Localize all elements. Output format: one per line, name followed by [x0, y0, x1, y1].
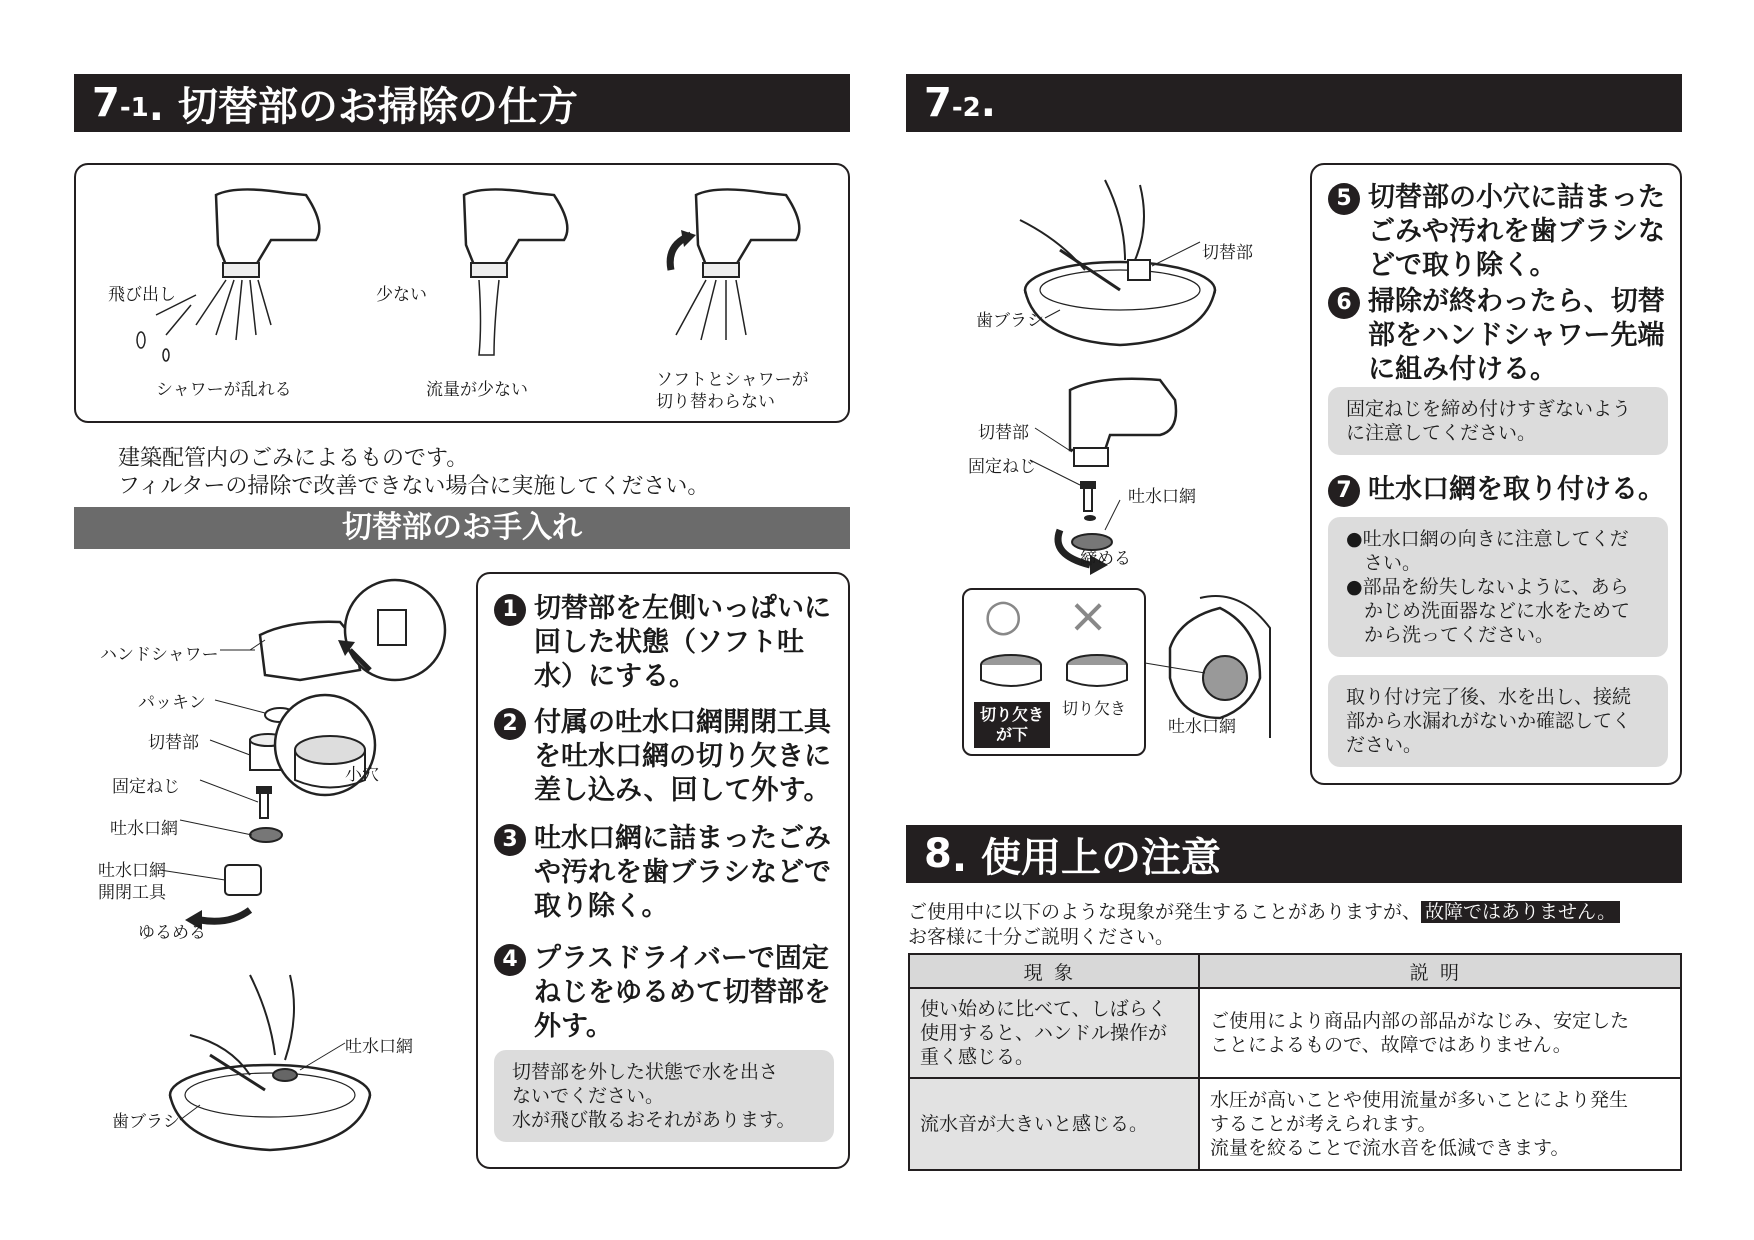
table-row: 使い始めに比べて、しばらく 使用すると、ハンドル操作が 重く感じる。 ご使用により商品内部の部品がなじみ、安定した ことによるもので、故障ではありません。 — [909, 988, 1681, 1078]
net-wrong-icon — [1062, 650, 1132, 700]
section-8-header: 8 . 使用上の注意 — [906, 825, 1682, 883]
step-number-4: 4 — [494, 944, 526, 976]
basin-label-toothbrush: 歯ブラシ — [112, 1112, 180, 1132]
intro-line-2: フィルターの掃除で改善できない場合に実施してください。 — [118, 474, 710, 499]
part-label-switch: 切替部 — [148, 733, 199, 753]
table-header-phenomenon: 現象 — [909, 954, 1199, 988]
part-label-screw: 固定ねじ — [112, 777, 180, 797]
part-label-packing: パッキン — [138, 693, 206, 713]
phenomena-table — [908, 953, 1682, 1171]
symptom-caption-1: シャワーが乱れる — [156, 380, 292, 400]
assembly-label-switch: 切替部 — [978, 423, 1029, 443]
symptom-label-spray: 飛び出し — [108, 285, 176, 305]
assembly-label-tighten: 締める — [1080, 549, 1131, 569]
faucet-no-switch-illustration — [656, 185, 876, 365]
note-orientation: ●吐水口網の向きに注意してくだ さい。 ●部品を紛失しないように、あら かじめ洗面器などに水をためて から洗ってください。 — [1328, 517, 1668, 657]
intro-line-1: 建築配管内のごみによるものです。 — [118, 446, 469, 471]
assembly-illustration — [1010, 370, 1210, 570]
section-7-2-header: 7 -2 . — [906, 74, 1682, 132]
part-label-tool-1: 吐水口網 — [98, 861, 166, 881]
part-label-outlet-net: 吐水口網 — [110, 819, 178, 839]
step-number-5: 5 — [1328, 183, 1360, 215]
note-leak-check: 取り付け完了後、水を出し、接続 部から水漏れがないか確認してく ださい。 — [1328, 675, 1668, 767]
basin-label-switch: 切替部 — [1202, 243, 1253, 263]
step-7: 7 吐水口網を取り付ける。 — [1328, 473, 1673, 507]
table-header-explanation: 説明 — [1199, 954, 1681, 988]
sec8-intro-2: お客様に十分ご説明ください。 — [908, 926, 1175, 948]
basin-cleaning-illustration — [150, 975, 410, 1165]
note-left: 切替部を外した状態で水を出さ ないでください。 水が飛び散るおそれがあります。 — [494, 1050, 834, 1142]
notch-down-label: 切り欠き が下 — [974, 702, 1050, 748]
part-label-loosen: ゆるめる — [138, 923, 206, 943]
sec8-intro: ご使用中に以下のような現象が発生することがありますが、 故障ではありません。 — [908, 897, 1620, 924]
step-4: 4 プラスドライバーで固定ねじをゆるめて切替部を外す。 — [494, 942, 839, 1044]
step-number-2: 2 — [494, 708, 526, 740]
assembly-label-screw: 固定ねじ — [968, 457, 1036, 477]
step-number-1: 1 — [494, 594, 526, 626]
closeup-label-outlet-net: 吐水口網 — [1168, 717, 1236, 737]
table-row: 流水音が大きいと感じる。 水圧が高いことや使用流量が多いことにより発生 することが考えられます。 流量を絞ることで流水音を低減できます。 — [909, 1078, 1681, 1170]
symptom-caption-3a: ソフトとシャワーが — [656, 370, 809, 390]
step-number-6: 6 — [1328, 287, 1360, 319]
basin-switch-cleaning-illustration — [1010, 180, 1250, 360]
part-label-tool-2: 開閉工具 — [98, 883, 166, 903]
steps-panel-left — [476, 572, 850, 1169]
note-screw: 固定ねじを締め付けすぎないよう に注意してください。 — [1328, 387, 1668, 455]
step-number-7: 7 — [1328, 475, 1360, 507]
net-correct-icon — [976, 650, 1046, 700]
step-6: 6 掃除が終わったら、切替部をハンドシャワー先端に組み付ける。 — [1328, 285, 1673, 387]
basin-label-outlet-net: 吐水口網 — [345, 1037, 413, 1057]
faucet-low-flow-illustration — [424, 185, 624, 365]
symptoms-panel — [74, 163, 850, 423]
steps-panel-right — [1310, 163, 1682, 785]
step-3: 3 吐水口網に詰まったごみや汚れを歯ブラシなどで取り除く。 — [494, 822, 839, 924]
step-1: 1 切替部を左側いっぱいに回した状態（ソフト吐水）にする。 — [494, 592, 839, 694]
symptom-caption-3b: 切り替わらない — [656, 392, 775, 412]
not-failure-highlight: 故障ではありません。 — [1421, 901, 1620, 923]
step-number-3: 3 — [494, 824, 526, 856]
step-5: 5 切替部の小穴に詰まったごみや汚れを歯ブラシなどで取り除く。 — [1328, 181, 1673, 283]
assembly-label-outlet-net: 吐水口網 — [1128, 487, 1196, 507]
orientation-box — [962, 588, 1146, 756]
section-7-1-header: 7 -1 . 切替部のお掃除の仕方 — [74, 74, 850, 132]
faucet-spray-illustration — [176, 185, 426, 365]
ok-mark: ○ — [984, 590, 1023, 641]
symptom-label-low: 少ない — [376, 285, 427, 305]
notch-label: 切り欠き — [1062, 699, 1127, 718]
symptom-caption-2: 流量が少ない — [426, 380, 528, 400]
care-title-bar: 切替部のお手入れ — [74, 507, 850, 549]
ng-mark: × — [1068, 588, 1109, 644]
part-label-hand-shower: ハンドシャワー — [100, 645, 219, 665]
basin-label-toothbrush-right: 歯ブラシ — [976, 311, 1044, 331]
step-2: 2 付属の吐水口網開閉工具を吐水口網の切り欠きに差し込み、回して外す。 — [494, 706, 839, 808]
part-label-small-hole: 小穴 — [345, 765, 379, 785]
